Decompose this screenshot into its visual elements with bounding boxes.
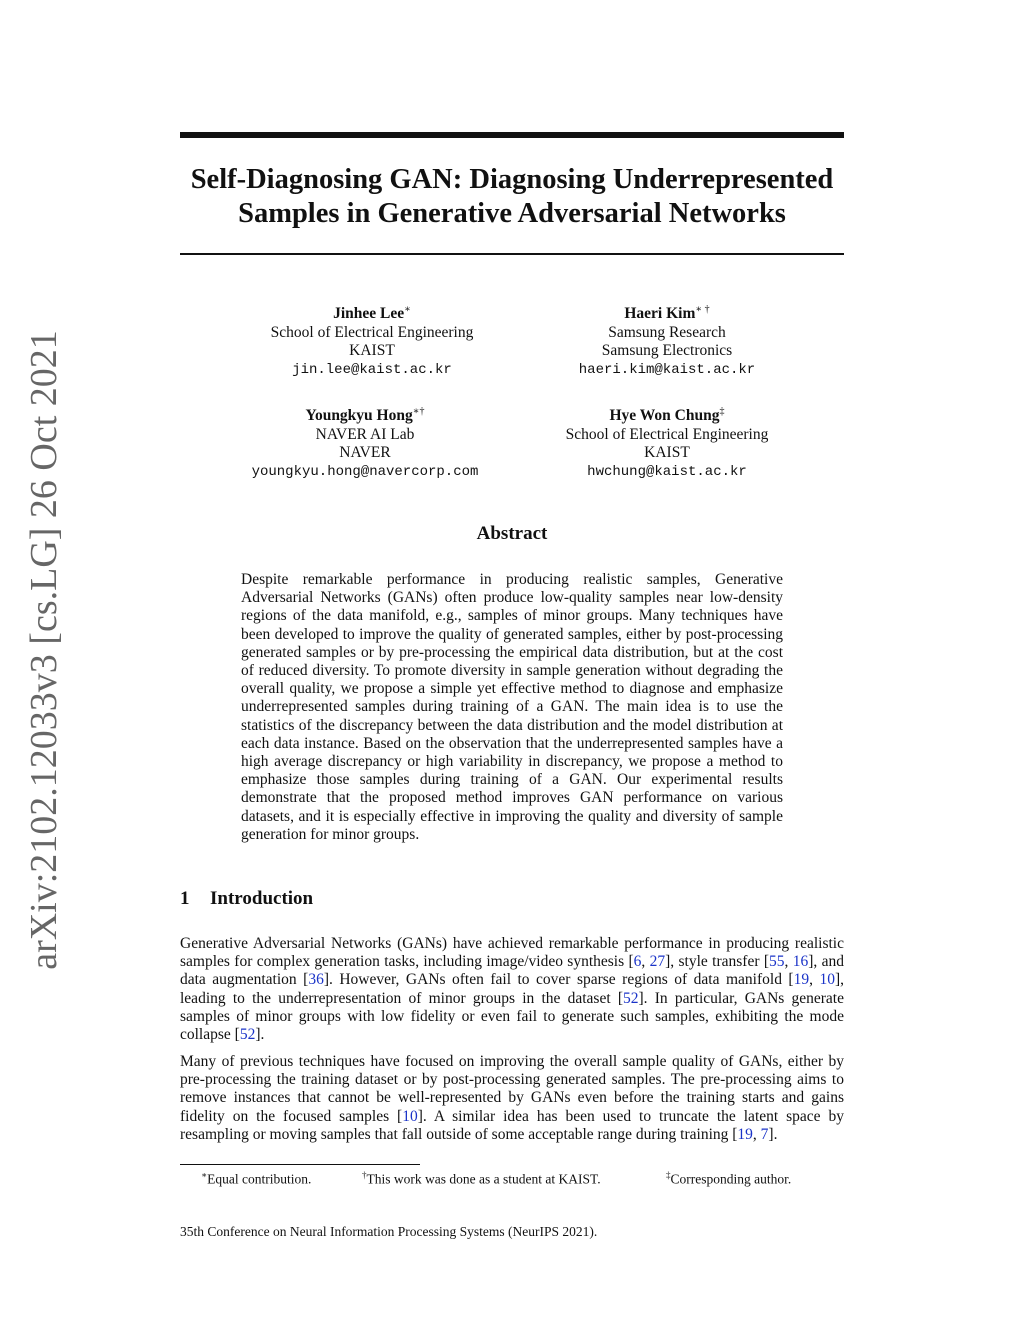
footnote-corresponding-author <box>666 1170 791 1188</box>
text-run: ]. In particular, GANs generate samples of minor groups with low fidelity or even fail to generate such samples, exhibiting the mode collapse [ <box>180 989 844 1044</box>
text-run: , <box>809 971 820 989</box>
author-affiliation: School of Electrical Engineering <box>270 323 474 341</box>
section-heading-introduction <box>180 888 313 910</box>
title-bottom-rule <box>180 253 844 255</box>
author-affiliation: NAVER AI Lab <box>315 425 415 443</box>
author-name: Haeri Kim <box>624 305 696 323</box>
author-name: Hye Won Chung <box>609 407 720 425</box>
text-run: ]. <box>255 1026 265 1044</box>
text-run: , <box>784 953 793 971</box>
citation-link[interactable]: 7 <box>760 1125 769 1143</box>
citation-link[interactable]: 6 <box>633 953 642 971</box>
text-run: , <box>641 953 650 971</box>
citation-link[interactable]: 52 <box>623 989 639 1007</box>
citation-link[interactable]: 27 <box>649 953 666 971</box>
footnote-equal-contribution <box>201 1170 311 1188</box>
text-run: ], leading to the underrepresentation of minor groups in the dataset [ <box>180 971 845 1007</box>
citation-link[interactable]: 10 <box>819 971 835 989</box>
text-run: , <box>752 1125 761 1143</box>
abstract-heading: Abstract <box>476 523 548 544</box>
intro-paragraph-1 <box>180 935 844 1044</box>
intro-paragraph-2 <box>180 1053 844 1144</box>
footnote-student-note <box>362 1170 601 1188</box>
author-block-hye-won-chung <box>517 403 817 481</box>
author-email: youngkyu.hong@navercorp.com <box>251 463 479 480</box>
text-run: ]. A similar idea has been used to truncate the latent space by resampling or moving samples that fall outside of some acceptable range during training [ <box>180 1107 844 1143</box>
citation-link[interactable]: 52 <box>239 1026 256 1044</box>
author-block-jinhee-lee <box>222 301 522 379</box>
author-block-haeri-kim <box>517 301 817 379</box>
footnote-rule <box>180 1164 420 1165</box>
citation-link[interactable]: 19 <box>793 971 810 989</box>
citation-link[interactable]: 36 <box>308 971 324 989</box>
paper-title: Self-Diagnosing GAN: Diagnosing Underrepresented Samples in Generative Adversarial Networks <box>190 164 834 229</box>
conference-note: 35th Conference on Neural Information Processing Systems (NeurIPS 2021). <box>180 1224 598 1239</box>
text-run: Generative Adversarial Networks (GANs) have achieved remarkable performance in producing realistic samples for complex generation tasks, including image/video synthesis [ <box>180 935 844 971</box>
citation-link[interactable]: 10 <box>402 1107 418 1125</box>
text-run: ], style transfer [ <box>665 953 770 971</box>
footnote-text: Corresponding author. <box>670 1171 792 1187</box>
citation-link[interactable]: 16 <box>792 953 809 971</box>
citation-link[interactable]: 55 <box>769 953 785 971</box>
author-marks: ∗ † <box>695 304 710 315</box>
text-run: Many of previous techniques have focused on improving the overall sample quality of GANs, either by pre-processing the training dataset or by post-processing generated samples. The pre-processing aims to remove instances that cannot be well-represented by GANs even before the training starts and gains fidelity on the focused samples [ <box>180 1053 844 1125</box>
section-title: Introduction <box>210 888 314 909</box>
author-name: Jinhee Lee <box>333 305 405 323</box>
footnote-mark: ∗ <box>201 1170 208 1180</box>
author-email: hwchung@kaist.ac.kr <box>587 463 747 480</box>
footnote-text: Equal contribution. <box>207 1171 312 1187</box>
author-affiliation: Samsung Research <box>608 323 726 341</box>
text-run: ], and data augmentation [ <box>180 953 845 989</box>
author-name: Youngkyu Hong <box>305 407 413 425</box>
footnote-text: This work was done as a student at KAIST. <box>366 1171 601 1187</box>
abstract-text: Despite remarkable performance in producing realistic samples, Generative Adversarial Networks (GANs) often produce low-quality samples near low-density regions of the data manifold, e.g., samples of minor groups. Many techniques have been developed to improve the quality of generated samples, either by post-processing generated samples or by pre-processing the empirical data distribution, but at the cost of reduced diversity. To promote diversity in sample generation without degrading the overall quality, we propose a simple yet effective method to diagnose and emphasize underrepresented samples during training of a GAN. The main idea is to use the statistics of the discrepancy between the data distribution and the model distribution at each data instance. Based on the observation that the underrepresented samples have a high average discrepancy or high variability in discrepancy, we propose a method to emphasize those samples during training of a GAN. Our experimental results demonstrate that the proposed method improves GAN performance on various datasets, and it is especially effective in improving the quality and diversity of sample generation for minor groups. <box>241 571 783 843</box>
footnote-mark: † <box>362 1170 367 1180</box>
text-run: ]. However, GANs often fail to cover sparse regions of data manifold [ <box>323 971 794 989</box>
title-top-rule <box>180 132 844 138</box>
author-marks: ∗ <box>404 304 411 315</box>
author-affiliation: NAVER <box>339 444 391 462</box>
arxiv-sidebar-stamp: arXiv:2102.12033v3 [cs.LG] 26 Oct 2021 <box>23 330 65 970</box>
author-affiliation: Samsung Electronics <box>601 342 733 360</box>
author-block-youngkyu-hong <box>215 403 515 481</box>
author-affiliation: KAIST <box>644 444 690 462</box>
footnote-mark: ‡ <box>666 1170 671 1180</box>
author-email: jin.lee@kaist.ac.kr <box>292 361 452 378</box>
author-affiliation: School of Electrical Engineering <box>565 425 769 443</box>
author-affiliation: KAIST <box>349 342 395 360</box>
author-email: haeri.kim@kaist.ac.kr <box>578 361 756 378</box>
citation-link[interactable]: 19 <box>737 1125 753 1143</box>
author-marks: ∗† <box>412 406 425 417</box>
text-run: ]. <box>768 1125 778 1143</box>
section-number: 1 <box>180 888 190 909</box>
author-marks: ‡ <box>719 406 725 417</box>
